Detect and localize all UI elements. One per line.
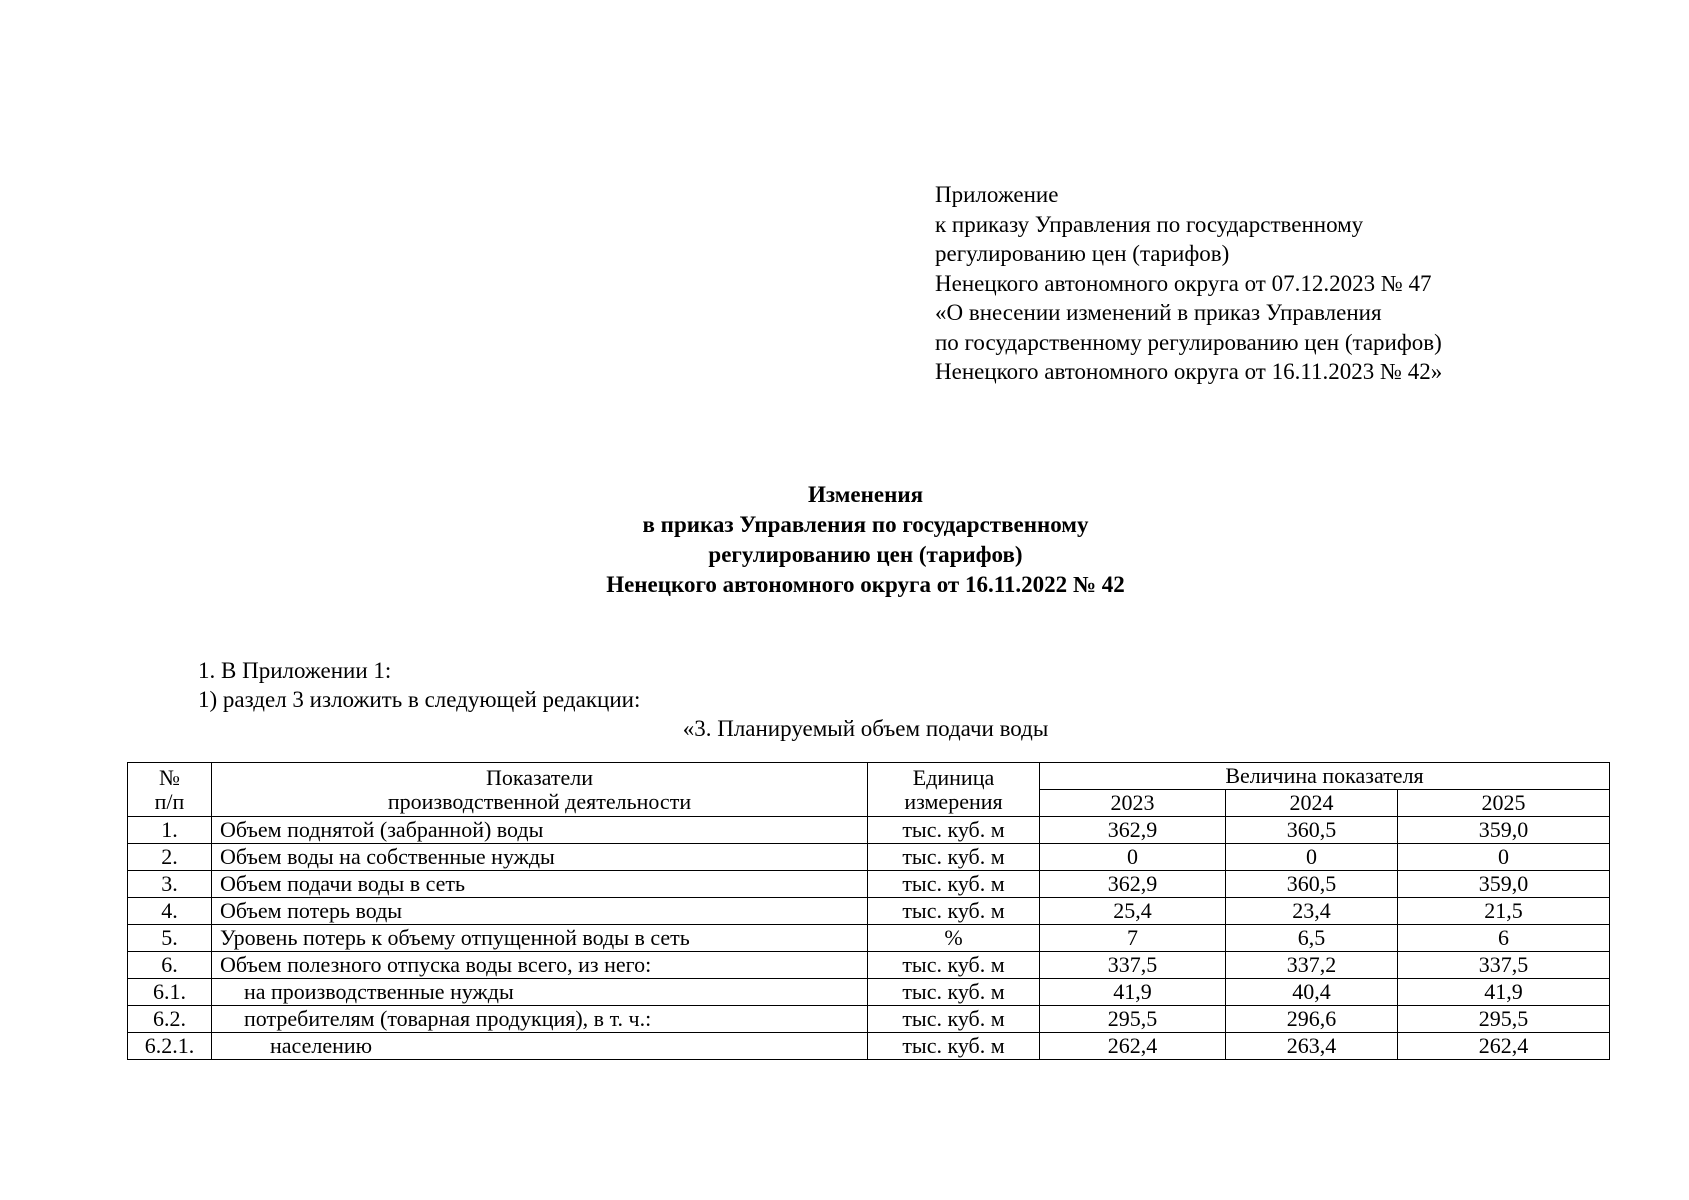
table-row	[128, 925, 1610, 952]
row-value-2025: 359,0	[1398, 871, 1610, 898]
row-value-2025: 295,5	[1398, 1006, 1610, 1033]
appendix-line: Ненецкого автономного округа от 16.11.2023 № 42»	[935, 359, 1443, 384]
row-value-2023: 25,4	[1040, 898, 1226, 925]
row-indicator: Объем поднятой (забранной) воды	[212, 817, 868, 844]
header-num: № п/п	[128, 763, 212, 817]
header-year-2023: 2023	[1040, 790, 1226, 817]
row-num: 6.2.1.	[128, 1033, 212, 1060]
row-value-2025: 262,4	[1398, 1033, 1610, 1060]
header-unit: Единица измерения	[868, 763, 1040, 817]
row-value-2025: 6	[1398, 925, 1610, 952]
appendix-line: Ненецкого автономного округа от 07.12.2023 № 47	[935, 270, 1432, 296]
row-num: 6.	[128, 952, 212, 979]
title-line: Изменения	[807, 482, 924, 507]
title-line: Ненецкого автономного округа от 16.11.2022 № 42	[606, 572, 1125, 597]
row-value-2025: 0	[1398, 844, 1610, 871]
row-num: 3.	[128, 871, 212, 898]
row-value-2023: 295,5	[1040, 1006, 1226, 1033]
table-row	[128, 1033, 1610, 1060]
table-row	[128, 817, 1610, 844]
row-num: 5.	[128, 925, 212, 952]
row-unit: тыс. куб. м	[868, 952, 1040, 979]
row-value-2024: 0	[1226, 844, 1398, 871]
row-value-2023: 337,5	[1040, 952, 1226, 979]
row-value-2024: 360,5	[1226, 817, 1398, 844]
appendix-line: по государственному регулированию цен (тарифов)	[935, 329, 1442, 355]
row-num: 6.2.	[128, 1006, 212, 1033]
row-unit: %	[868, 925, 1040, 952]
row-value-2024: 360,5	[1226, 871, 1398, 898]
table-body	[128, 817, 1610, 1060]
table-row	[128, 1006, 1610, 1033]
header-year-2025: 2025	[1398, 790, 1610, 817]
appendix-line: регулированию цен (тарифов)	[935, 241, 1230, 266]
row-value-2023: 7	[1040, 925, 1226, 952]
appendix-line: к приказу Управления по государственному	[935, 211, 1364, 237]
row-value-2025: 359,0	[1398, 817, 1610, 844]
row-unit: тыс. куб. м	[868, 817, 1040, 844]
row-unit: тыс. куб. м	[868, 979, 1040, 1006]
row-value-2023: 41,9	[1040, 979, 1226, 1006]
row-indicator: на производственные нужды	[212, 979, 868, 1006]
row-num: 2.	[128, 844, 212, 871]
table-caption: «3. Планируемый объем подачи воды	[682, 716, 1049, 741]
row-value-2024: 263,4	[1226, 1033, 1398, 1060]
row-unit: тыс. куб. м	[868, 844, 1040, 871]
row-value-2025: 41,9	[1398, 979, 1610, 1006]
water-supply-table	[127, 762, 1610, 1060]
table-row	[128, 979, 1610, 1006]
appendix-line: «О внесении изменений в приказ Управления	[935, 300, 1382, 325]
row-num: 4.	[128, 898, 212, 925]
header-indicator: Показатели производственной деятельности	[212, 763, 868, 817]
row-value-2023: 262,4	[1040, 1033, 1226, 1060]
row-value-2025: 21,5	[1398, 898, 1610, 925]
row-value-2023: 362,9	[1040, 871, 1226, 898]
row-unit: тыс. куб. м	[868, 871, 1040, 898]
appendix-block	[935, 180, 1442, 387]
row-value-2023: 362,9	[1040, 817, 1226, 844]
row-indicator: Объем подачи воды в сеть	[212, 871, 868, 898]
title-line: регулированию цен (тарифов)	[708, 542, 1023, 567]
clause-1: 1. В Приложении 1:	[198, 658, 392, 683]
header-value-group: Величина показателя	[1040, 763, 1610, 790]
table-row	[128, 898, 1610, 925]
row-value-2024: 6,5	[1226, 925, 1398, 952]
header-year-2024: 2024	[1226, 790, 1398, 817]
row-value-2024: 23,4	[1226, 898, 1398, 925]
appendix-line: Приложение	[935, 182, 1059, 207]
table-row	[128, 844, 1610, 871]
clause-1-1: 1) раздел 3 изложить в следующей редакции:	[198, 687, 641, 712]
row-indicator: Объем потерь воды	[212, 898, 868, 925]
row-num: 1.	[128, 817, 212, 844]
row-value-2024: 296,6	[1226, 1006, 1398, 1033]
row-value-2023: 0	[1040, 844, 1226, 871]
row-unit: тыс. куб. м	[868, 898, 1040, 925]
row-unit: тыс. куб. м	[868, 1006, 1040, 1033]
title-line: в приказ Управления по государственному	[642, 512, 1089, 537]
document-title	[0, 480, 1689, 600]
row-value-2025: 337,5	[1398, 952, 1610, 979]
body-text	[198, 656, 640, 714]
table-header	[128, 763, 1610, 817]
row-value-2024: 40,4	[1226, 979, 1398, 1006]
table-row	[128, 871, 1610, 898]
table-row	[128, 952, 1610, 979]
row-indicator: Уровень потерь к объему отпущенной воды в сеть	[212, 925, 868, 952]
row-indicator: потребителям (товарная продукция), в т. ч.:	[212, 1006, 868, 1033]
row-indicator: Объем воды на собственные нужды	[212, 844, 868, 871]
row-indicator: Объем полезного отпуска воды всего, из него:	[212, 952, 868, 979]
row-num: 6.1.	[128, 979, 212, 1006]
row-indicator: населению	[212, 1033, 868, 1060]
row-unit: тыс. куб. м	[868, 1033, 1040, 1060]
row-value-2024: 337,2	[1226, 952, 1398, 979]
